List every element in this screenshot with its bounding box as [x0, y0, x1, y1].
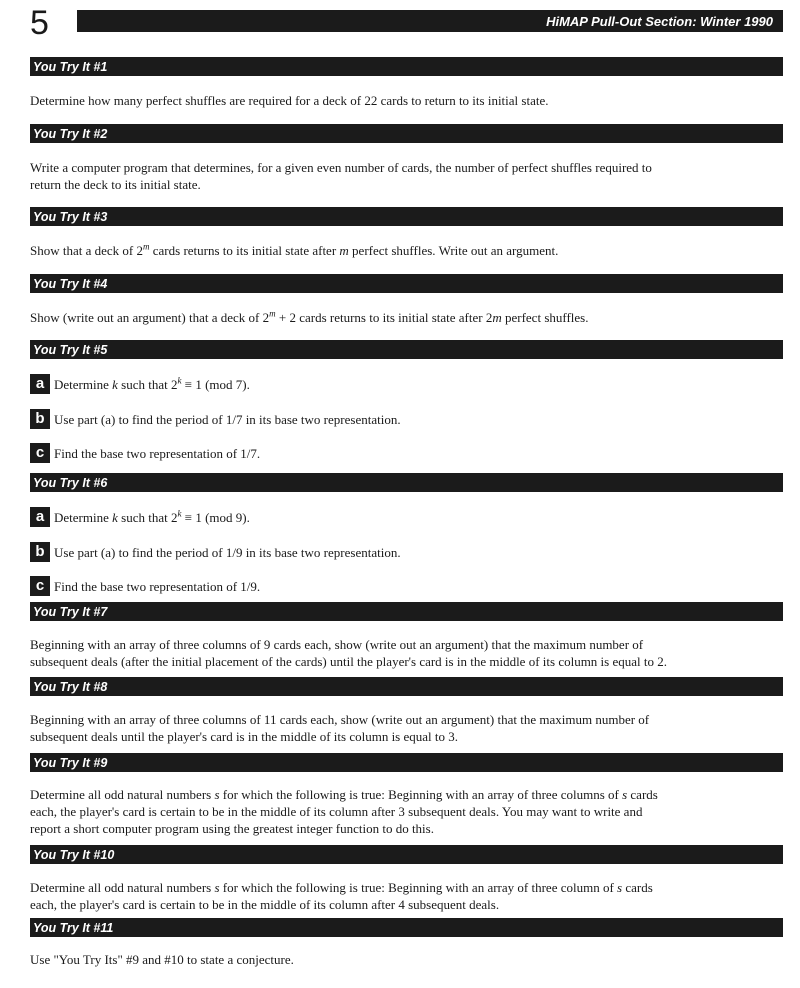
- section-2-header: [30, 124, 783, 143]
- section-4-header: [30, 274, 783, 293]
- part-a-badge: a: [30, 507, 50, 527]
- section-10-line-2: each, the player's card is certain to be in the middle of its column after 4 subsequent deals.: [30, 897, 500, 912]
- section-6-item-b-text: Use part (a) to find the period of 1/9 in its base two representation.: [54, 544, 401, 560]
- section-9-line-3: report a short computer program using the greatest integer function to do this.: [30, 821, 434, 836]
- section-2-line-2: return the deck to its initial state.: [30, 177, 201, 192]
- section-5-item-b-text: Use part (a) to find the period of 1/7 in its base two representation.: [54, 411, 401, 427]
- section-7-line-2: subsequent deals (after the initial placement of the cards) until the player's card is in the middle of its column is equal to 2.: [30, 654, 667, 669]
- section-9-text: [30, 786, 782, 837]
- section-5-item-b: [30, 408, 782, 430]
- section-9-line-2: each, the player's card is certain to be in the middle of its column after 3 subsequent deals. You may want to write and: [30, 804, 643, 819]
- section-2-text: [30, 159, 782, 193]
- section-5-title: You Try It #5: [33, 342, 108, 357]
- part-b-badge: b: [30, 409, 50, 429]
- section-9-header: [30, 753, 783, 772]
- section-6-item-b: [30, 541, 782, 563]
- section-5-item-a-text: Determine k such that $2^k \equiv 1$ (mod 7).: [54, 375, 250, 392]
- section-8-line-1: Beginning with an array of three columns of 11 cards each, show (write out an argument) that the maximum number of: [30, 712, 650, 727]
- section-5-item-c: [30, 442, 782, 464]
- section-10-header: [30, 845, 783, 864]
- section-6-item-a-text: Determine k such that $2^k \equiv 1$ (mod 9).: [54, 508, 250, 525]
- section-6-item-c: [30, 575, 782, 597]
- section-2-line-1: Write a computer program that determines, for a given even number of cards, the number of perfect shuffles required to: [30, 160, 652, 175]
- section-1-title: You Try It #1: [33, 59, 108, 74]
- section-7-title: You Try It #7: [33, 604, 108, 619]
- section-7-line-1: Beginning with an array of three columns of 9 cards each, show (write out an argument) that the maximum number of: [30, 637, 644, 652]
- section-9-title: You Try It #9: [33, 755, 108, 770]
- section-6-item-c-text: Find the base two representation of 1/9.: [54, 578, 261, 594]
- section-3-title: You Try It #3: [33, 209, 108, 224]
- section-5-header: [30, 340, 783, 359]
- section-2-title: You Try It #2: [33, 126, 108, 141]
- section-10-text: [30, 879, 782, 913]
- section-6-header: [30, 473, 783, 492]
- part-a-badge: a: [30, 374, 50, 394]
- section-8-line-2: subsequent deals until the player's card is in the middle of its column is equal to 3.: [30, 729, 459, 744]
- section-10-title: You Try It #10: [33, 847, 115, 862]
- section-11-header: [30, 918, 783, 937]
- section-3-header: [30, 207, 783, 226]
- section-7-header: [30, 602, 783, 621]
- part-c-badge: c: [30, 443, 50, 463]
- section-8-text: [30, 711, 782, 745]
- section-1-header: [30, 57, 783, 76]
- part-b-badge: b: [30, 542, 50, 562]
- section-4-text: Show (write out an argument) that a deck of $2^m + 2$ cards returns to its initial state after 2m perfect shuffles.: [30, 308, 589, 325]
- section-5-item-c-text: Find the base two representation of 1/7.: [54, 445, 261, 461]
- section-3-text: Show that a deck of 2$^m$ cards returns to its initial state after m perfect shuffles. Write out an argument.: [30, 241, 559, 258]
- section-8-title: You Try It #8: [33, 679, 108, 694]
- section-6-title: You Try It #6: [33, 475, 108, 490]
- section-1-text: Determine how many perfect shuffles are required for a deck of 22 cards to return to its initial state.: [30, 93, 549, 108]
- section-8-header: [30, 677, 783, 696]
- section-7-text: [30, 636, 782, 670]
- section-10-line-1: Determine all odd natural numbers s for which the following is true: Beginning with an array of three column of s cards: [30, 880, 653, 895]
- section-11-text: Use "You Try Its" #9 and #10 to state a conjecture.: [30, 952, 294, 967]
- header-title: HiMAP Pull-Out Section: Winter 1990: [546, 13, 773, 29]
- section-4-title: You Try It #4: [33, 276, 108, 291]
- section-6-item-a: [30, 506, 782, 528]
- section-5-item-a: [30, 373, 782, 395]
- section-11-title: You Try It #11: [33, 920, 114, 935]
- page-number: 5: [30, 4, 49, 42]
- section-9-line-1: Determine all odd natural numbers s for which the following is true: Beginning with an array of three columns of s cards: [30, 787, 658, 802]
- header-bar: [77, 10, 783, 32]
- part-c-badge: c: [30, 576, 50, 596]
